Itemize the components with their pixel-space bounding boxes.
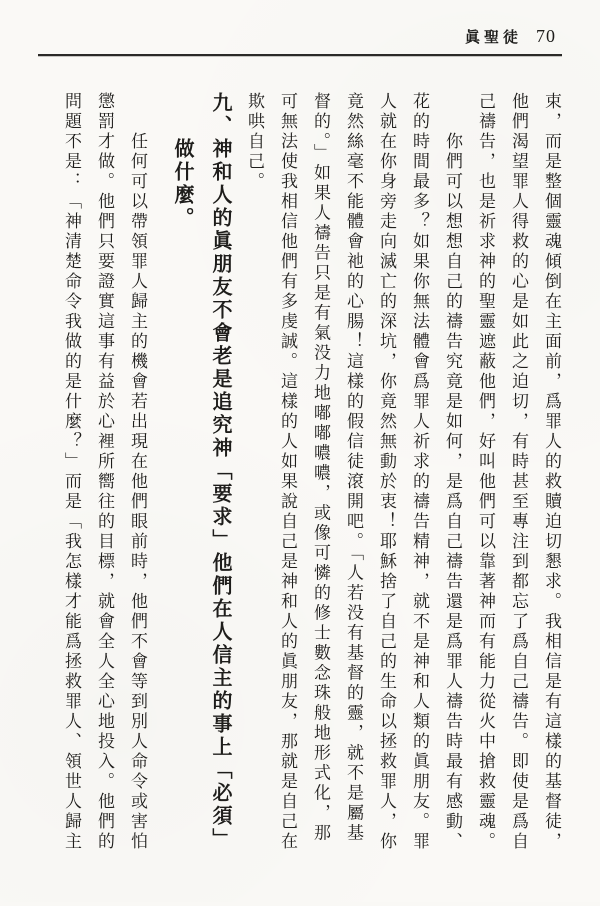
text-column: 可無法使我相信他們有多虔誠。這樣的人如果說自己是神和人的眞朋友，那就是自己在 — [278, 92, 297, 852]
text-column: 你們可以想想自己的禱告究竟是如何，是爲自己禱告還是爲罪人禱告時最有感動、 — [443, 132, 462, 852]
section-heading-column: 做什麼。 — [171, 138, 193, 230]
section-heading-column: 九、神和人的眞朋友不會老是追究神「要求」他們在人信主的事上「必須」 — [209, 92, 231, 851]
text-column: 人就在你身旁走向滅亡的深坑，你竟然無動於衷！耶穌捨了自己的生命以拯救罪人，你 — [377, 92, 396, 852]
page-header — [465, 26, 556, 47]
text-column: 懲罰才做。他們只要證實這事有益於心裡所嚮往的目標，就會全人全心地投入。他們的 — [95, 92, 114, 852]
text-column: 欺哄自己。 — [245, 92, 264, 192]
text-column: 竟然絲毫不能體會祂的心腸！這樣的假信徒滾開吧。「人若没有基督的靈，就不是屬基 — [344, 92, 363, 844]
text-column: 束，而是整個靈魂傾倒在主面前，爲罪人的救贖迫切懇求。我相信是有這樣的基督徒， — [542, 92, 561, 852]
text-column: 他們渴望罪人得救的心是如此之迫切，有時甚至專注到都忘了爲自己禱告。即使是爲自 — [509, 92, 528, 852]
text-columns — [44, 92, 568, 860]
text-column: 任何可以帶領罪人歸主的機會若出現在他們眼前時，他們不會等到別人命令或害怕 — [128, 132, 147, 852]
text-column: 督的。」如果人禱告只是有氣没力地嘟嘟噥噥，或像可憐的修士數念珠般地形式化，那 — [311, 92, 330, 844]
text-column: 己禱告，也是祈求神的聖靈遮蔽他們，好叫他們可以靠著神而有能力從火中搶救靈魂。 — [476, 92, 495, 852]
text-column: 花的時間最多？如果你無法體會爲罪人祈求的禱告精神，就不是神和人類的眞朋友。罪 — [410, 92, 429, 852]
book-title: 眞聖徒 — [464, 30, 522, 46]
page-number: 70 — [536, 26, 556, 46]
text-column: 問題不是：「神清楚命令我做的是什麼？」而是「我怎樣才能爲拯救罪人、領世人歸主 — [62, 92, 81, 852]
header-rule — [38, 54, 562, 56]
